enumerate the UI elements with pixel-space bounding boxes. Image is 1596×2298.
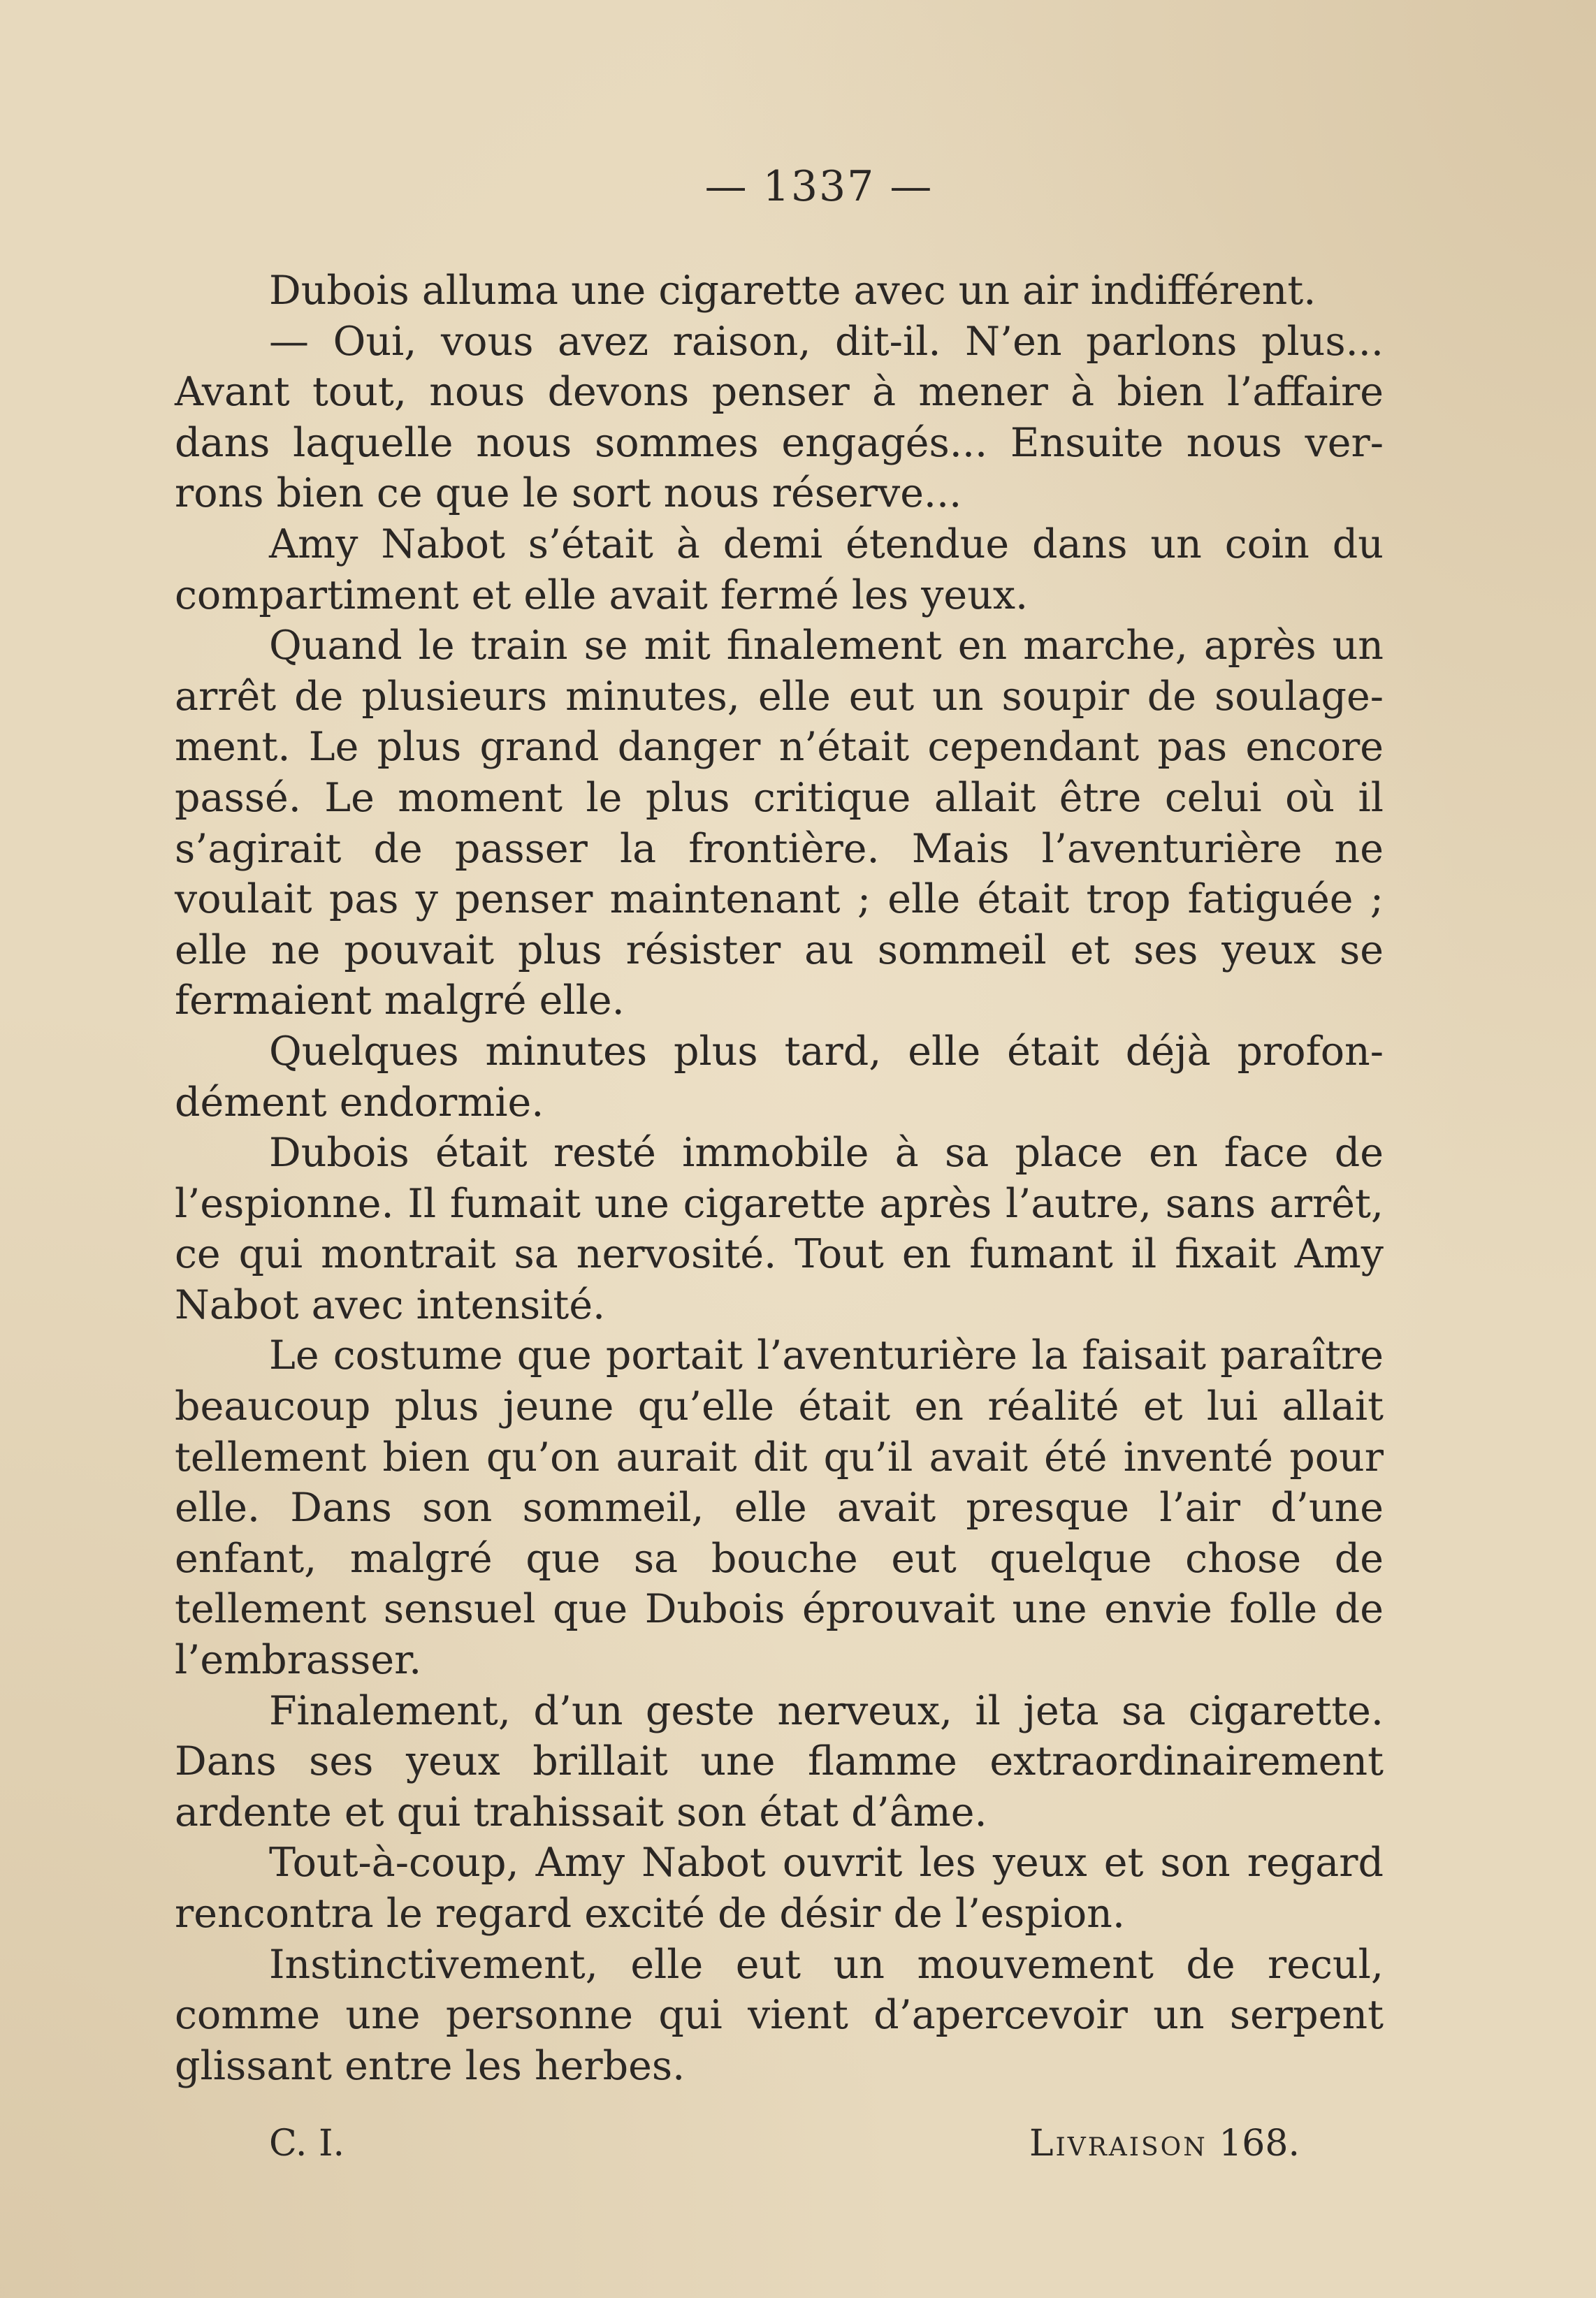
- livraison-label: Livraison: [1029, 2123, 1207, 2165]
- paragraph: Finalement, d’un geste nerveux, il jeta sa cigarette. Dans ses yeux brillait une flamme extraordinairement ardente et qui trahissait son état d’âme.: [175, 1687, 1384, 1835]
- paragraph: Dubois alluma une cigarette avec un air indifférent.: [269, 268, 1316, 314]
- paragraph: Amy Nabot s’était à demi étendue dans un coin du compartiment et elle avait fermé les yeux.: [175, 521, 1384, 618]
- page-footer: [269, 2123, 1300, 2165]
- paragraph: Instinctivement, elle eut un mouvement de recul, comme une personne qui vient d’apercevoir un serpent glissant entre les herbes.: [175, 1941, 1384, 2089]
- livraison-number: 168.: [1219, 2123, 1300, 2165]
- paragraph: — Oui, vous avez raison, dit-il. N’en parlons plus... Avant tout, nous devons penser à mener à bien l’affaire dans laquelle nous sommes engagés... Ensuite nous verrons bien ce que le sort nous réserve...: [175, 318, 1384, 517]
- page-number: — 1337 —: [704, 162, 934, 211]
- paragraph: Quelques minutes plus tard, elle était déjà profondément endormie.: [175, 1028, 1384, 1126]
- footer-signature: C. I.: [269, 2123, 345, 2165]
- body-text: [175, 266, 1384, 2091]
- paragraph: Le costume que portait l’aventurière la faisait paraître beaucoup plus jeune qu’elle était en réalité et lui allait tellement bien qu’on aurait dit qu’il avait été inventé pour elle. Dans son sommeil, elle avait presque l’air d’une enfant, malgré que sa bouche eut quelque chose de tellement sensuel que Dubois éprouvait une envie folle de l’embrasser.: [175, 1332, 1384, 1684]
- paragraph: Tout-à-coup, Amy Nabot ouvrit les yeux et son regard rencontra le regard excité de désir de l’espion.: [175, 1840, 1384, 1937]
- footer-livraison: [1029, 2123, 1300, 2165]
- paragraph: Quand le train se mit finalement en marche, après un arrêt de plusieurs minutes, elle eut un soupir de soulagement. Le plus grand danger n’était cependant pas encore passé. Le moment le plus critique allait être celui où il s’agirait de passer la frontière. Mais l’aventurière ne voulait pas y penser maintenant ; elle était trop fatiguée ; elle ne pouvait plus résister au sommeil et ses yeux se fermaient malgré elle.: [175, 623, 1384, 1024]
- paragraph: Dubois était resté immobile à sa place en face de l’espionne. Il fumait une cigarette après l’autre, sans arrêt, ce qui montrait sa nervosité. Tout en fumant il fixait Amy Nabot avec intensité.: [175, 1130, 1384, 1328]
